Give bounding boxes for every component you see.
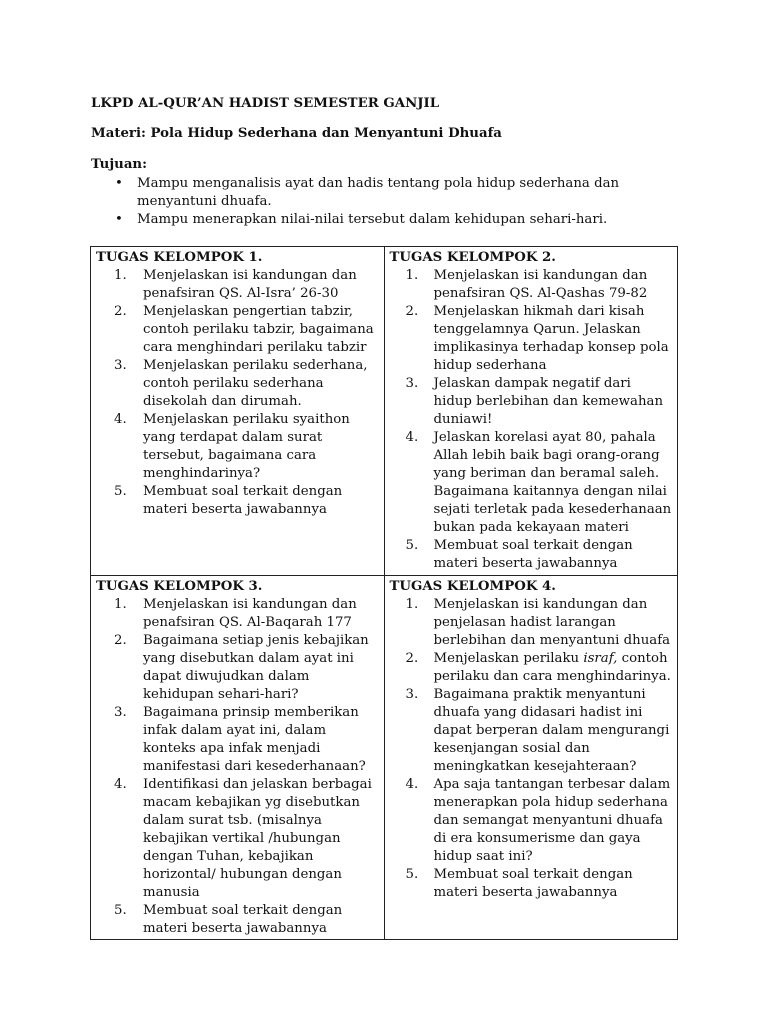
task-number: 5. — [405, 538, 419, 553]
task-item — [96, 776, 379, 902]
task-item — [96, 596, 379, 632]
task-text: Menjelaskan isi kandungan dan penafsiran QS. Al-Baqarah 177 — [143, 597, 357, 630]
group-cell — [384, 576, 678, 940]
task-text: Menjelaskan hikmah dari kisah tenggelamnya Qarun. Jelaskan implikasinya terhadap konsep pola hidup sederhana — [433, 304, 669, 373]
task-number: 5. — [114, 484, 127, 499]
group-title: TUGAS KELOMPOK 3. — [96, 579, 263, 594]
tasks-row — [91, 247, 678, 576]
task-text: Menjelaskan perilaku syaithon yang terdapat dalam surat tersebut, bagaimana cara menghindarinya? — [143, 412, 350, 481]
task-number: 1. — [114, 597, 127, 612]
task-number: 4. — [405, 430, 419, 445]
task-text: Membuat soal terkait dengan materi beserta jawabannya — [433, 867, 633, 900]
task-item — [96, 303, 379, 357]
task-text-part: contoh perilaku dan cara menghindarinya. — [433, 651, 671, 684]
task-text: Membuat soal terkait dengan materi beserta jawabannya — [433, 538, 633, 571]
task-text: Bagaimana setiap jenis kebajikan yang disebutkan dalam ayat ini dapat diwujudkan dalam kehidupan sehari-hari? — [143, 633, 369, 702]
task-item — [390, 429, 673, 537]
task-number: 2. — [405, 651, 419, 666]
tasks-table — [90, 246, 678, 940]
task-number: 1. — [405, 268, 419, 283]
group-title: TUGAS KELOMPOK 4. — [389, 579, 556, 594]
task-item — [390, 650, 673, 686]
task-number: 1. — [114, 268, 127, 283]
task-item — [390, 776, 673, 866]
task-item — [390, 596, 673, 650]
task-text: Jelaskan dampak negatif dari hidup berlebihan dan kemewahan duniawi! — [433, 376, 664, 427]
materi-heading: Materi: Pola Hidup Sederhana dan Menyantuni Dhuafa — [91, 126, 502, 141]
task-text: Menjelaskan isi kandungan dan penjelasan hadist larangan berlebihan dan menyantuni dhuafa — [433, 597, 671, 648]
task-text: Membuat soal terkait dengan materi beserta jawabannya — [143, 903, 343, 936]
task-number: 4. — [114, 412, 127, 427]
task-text: Bagaimana prinsip memberikan infak dalam ayat ini, dalam konteks apa infak menjadi manifestasi dari kesederhanaan? — [143, 705, 366, 774]
task-number: 3. — [405, 376, 419, 391]
task-item — [390, 375, 673, 429]
task-item — [390, 303, 673, 375]
task-number: 2. — [114, 304, 127, 319]
task-list — [96, 267, 379, 519]
task-item — [96, 357, 379, 411]
task-text-emphasis: israf, — [583, 651, 618, 666]
task-text: Menjelaskan isi kandungan dan penafsiran QS. Al-Isra’ 26-30 — [143, 268, 357, 301]
task-list — [96, 596, 379, 938]
task-number: 4. — [114, 777, 127, 792]
task-text: Menjelaskan pengertian tabzir, contoh perilaku tabzir, bagaimana cara menghindari perilaku tabzir — [143, 304, 374, 355]
group-cell — [384, 247, 678, 576]
task-item — [390, 537, 673, 573]
group-cell — [91, 247, 385, 576]
task-text: Bagaimana praktik menyantuni dhuafa yang didasari hadist ini dapat berperan dalam mengurangi kesenjangan sosial dan meningkatkan kesejahteraan? — [433, 687, 670, 774]
task-text: Apa saja tantangan terbesar dalam menerapkan pola hidup sederhana dan semangat menyantuni dhuafa di era konsumerisme dan gaya hidup saat ini? — [433, 777, 671, 864]
task-list — [390, 267, 673, 573]
task-item — [390, 686, 673, 776]
group-cell — [91, 576, 385, 940]
task-number: 3. — [114, 358, 127, 373]
task-text: Membuat soal terkait dengan materi beserta jawabannya — [143, 484, 343, 517]
document-title: LKPD AL-QUR’AN HADIST SEMESTER GANJIL — [91, 96, 440, 111]
task-item — [96, 267, 379, 303]
task-item — [96, 902, 379, 938]
group-title: TUGAS KELOMPOK 2. — [389, 250, 556, 265]
task-number: 5. — [114, 903, 127, 918]
task-item — [96, 411, 379, 483]
task-number: 3. — [405, 687, 419, 702]
tujuan-label: Tujuan: — [91, 157, 148, 172]
task-number: 5. — [405, 867, 419, 882]
task-item — [96, 483, 379, 519]
task-text-part: Menjelaskan perilaku — [433, 651, 584, 666]
task-text: Menjelaskan isi kandungan dan penafsiran QS. Al-Qashas 79-82 — [433, 268, 648, 301]
task-item — [390, 267, 673, 303]
task-number: 2. — [405, 304, 419, 319]
tasks-row — [91, 576, 678, 940]
task-item — [96, 704, 379, 776]
group-title: TUGAS KELOMPOK 1. — [96, 250, 263, 265]
task-number: 4. — [405, 777, 419, 792]
task-item — [96, 632, 379, 704]
goal-item: • Mampu menerapkan nilai-nilai tersebut dalam kehidupan sehari-hari. — [91, 211, 681, 229]
task-number: 2. — [114, 633, 127, 648]
task-item — [390, 866, 673, 902]
goal-item: • Mampu menganalisis ayat dan hadis tentang pola hidup sederhana dan menyantuni dhuafa. — [91, 175, 681, 211]
task-text: Jelaskan korelasi ayat 80, pahala Allah lebih baik bagi orang-orang yang beriman dan beramal saleh. Bagaimana kaitannya dengan nilai sejati terletak pada kesederhanaan bukan pada kekayaan materi — [433, 430, 672, 535]
task-number: 1. — [405, 597, 419, 612]
task-text: Identifikasi dan jelaskan berbagai macam kebajikan yg disebutkan dalam surat tsb. (misalnya kebajikan vertikal /hubungan dengan Tuhan, kebajikan horizontal/ hubungan dengan manusia — [143, 777, 372, 900]
task-text: Menjelaskan perilaku sederhana, contoh perilaku sederhana disekolah dan dirumah. — [143, 358, 368, 409]
goals-list — [91, 175, 681, 229]
task-number: 3. — [114, 705, 127, 720]
task-list — [390, 596, 673, 902]
